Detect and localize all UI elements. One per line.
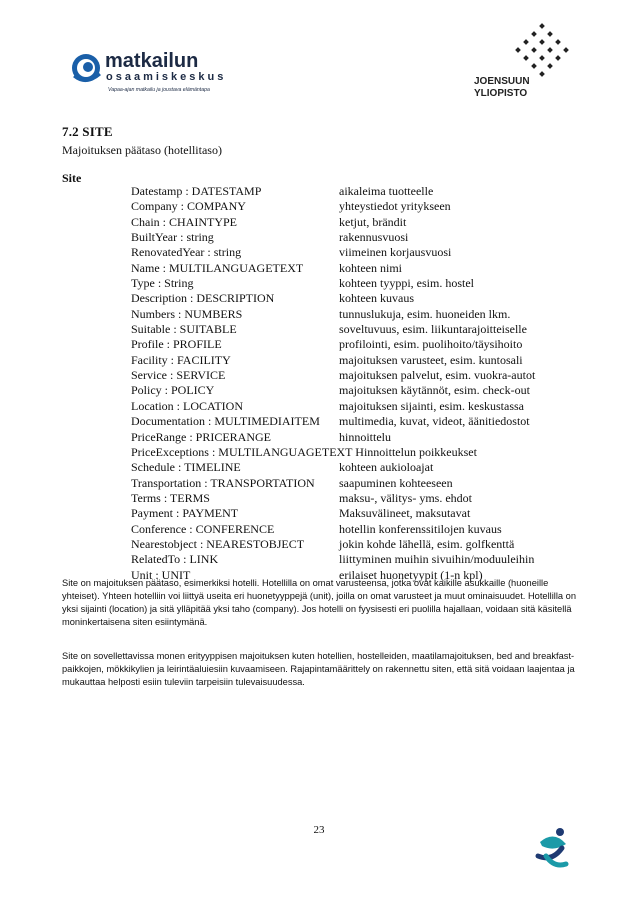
attribute-row — [131, 337, 591, 352]
attribute-description: majoituksen käytännöt, esim. check-out — [339, 383, 530, 398]
attribute-description: jokin kohde lähellä, esim. golfkenttä — [339, 536, 515, 551]
attribute-key: Chain : CHAINTYPE — [131, 214, 237, 229]
attribute-row — [131, 522, 591, 537]
site-label: Site — [62, 171, 82, 185]
attribute-description: majoituksen sijainti, esim. keskustassa — [339, 398, 524, 413]
attribute-description: profilointi, esim. puolihoito/täysihoito — [339, 337, 523, 352]
attribute-description: rakennusvuosi — [339, 230, 409, 245]
attribute-key: PriceRange : PRICERANGE — [131, 429, 271, 444]
section-subtitle: Majoituksen päätaso (hotellitaso) — [62, 143, 222, 157]
attribute-row — [131, 322, 591, 337]
attribute-description: aikaleima tuotteelle — [339, 184, 434, 198]
attribute-description: yhteystiedot yritykseen — [339, 199, 451, 214]
attribute-row — [131, 353, 591, 368]
attribute-row — [131, 537, 591, 552]
attribute-key: BuiltYear : string — [131, 230, 214, 245]
university-name-line1: JOENSUUN — [474, 76, 530, 87]
paragraph-site-applicability: Site on sovellettavissa monen erityyppisen majoituksen kuten hotellien, hostelleiden, maatilamajoituksen, bed and breakfast-paikkojen, mökkikylien ja leirintäaluiesiin kuvaamiseen. Rajapintamäärittely on rakennettu siten, että sitä voidaan laajentaa ja mukauttaa helposti esiin tuleviin tarpeisiin tulevaisuudessa. — [62, 651, 575, 687]
attribute-description: majoituksen varusteet, esim. kuntosali — [339, 352, 523, 367]
attribute-row — [131, 445, 591, 460]
attribute-row — [131, 215, 591, 230]
attribute-key: Schedule : TIMELINE — [131, 460, 241, 475]
attribute-row — [131, 414, 591, 429]
attribute-key: Policy : POLICY — [131, 383, 215, 398]
attribute-row — [131, 383, 591, 398]
attribute-description: Maksuvälineet, maksutavat — [339, 506, 471, 521]
attribute-description: saapuminen kohteeseen — [339, 475, 453, 490]
attribute-key: Description : DESCRIPTION — [131, 291, 275, 306]
attribute-key: Facility : FACILITY — [131, 352, 231, 367]
attribute-row — [131, 368, 591, 383]
attribute-description: kohteen nimi — [339, 260, 402, 275]
attribute-row — [131, 430, 591, 445]
university-name-line2: YLIOPISTO — [474, 88, 528, 99]
attribute-row — [131, 399, 591, 414]
paragraph-site-description: Site on majoituksen päätaso, esimerkiksi hotelli. Hotellilla on omat varusteensa, jotka ovat kaikille asukkaille (huoneille yhteiset). Yhteen hotelliin voi liittyä useita eri huonetyyppejä (unit), joilla on omat varusteet ja muut ominaisuudet. Hotellilla on yksi sijainti (location) ja sitä ylläpitää yksi taho (company). Jos hotelli on fyysisesti eri puolilla hajallaan, voidaan sitä käsitellä moninkertaisena siten esiintymänä. — [62, 578, 577, 627]
logo-line1: matkailun — [105, 50, 199, 72]
attribute-key: Profile : PROFILE — [131, 337, 222, 352]
attribute-description: kohteen tyyppi, esim. hostel — [339, 276, 474, 291]
attribute-key: Service : SERVICE — [131, 368, 226, 383]
attribute-key: Datestamp : DATESTAMP — [131, 184, 262, 198]
attribute-key: RelatedTo : LINK — [131, 552, 219, 567]
attribute-key: Company : COMPANY — [131, 199, 246, 214]
attribute-description: maksu-, välitys- yms. ehdot — [339, 490, 472, 505]
attribute-key: Suitable : SUITABLE — [131, 322, 237, 337]
attribute-row — [131, 199, 591, 214]
attribute-key: Name : MULTILANGUAGETEXT — [131, 260, 304, 275]
attribute-key: Transportation : TRANSPORTATION — [131, 475, 315, 490]
attribute-row — [131, 460, 591, 475]
attribute-description: multimedia, kuvat, videot, äänitiedostot — [339, 414, 530, 429]
attribute-key: Numbers : NUMBERS — [131, 306, 243, 321]
attribute-description: ketjut, brändit — [339, 214, 407, 229]
attribute-key: Conference : CONFERENCE — [131, 521, 275, 536]
attribute-row — [131, 506, 591, 521]
attribute-key: Terms : TERMS — [131, 490, 210, 505]
attribute-row — [131, 491, 591, 506]
attribute-row — [131, 476, 591, 491]
attribute-row — [131, 307, 591, 322]
attribute-description: soveltuvuus, esim. liikuntarajoitteiselle — [339, 322, 527, 337]
attribute-key: Documentation : MULTIMEDIAITEM — [131, 414, 320, 429]
attribute-row — [131, 291, 591, 306]
attribute-key: Payment : PAYMENT — [131, 506, 239, 521]
attribute-key: RenovatedYear : string — [131, 245, 242, 260]
attribute-key: Nearestobject : NEARESTOBJECT — [131, 536, 305, 551]
joensuun-yliopisto-logo — [470, 20, 580, 110]
attribute-row — [131, 552, 591, 567]
swirl-logo-icon — [72, 54, 100, 82]
page-number: 23 — [313, 824, 325, 836]
logo-tagline: Vapaa-ajan matkailu ja joustava elämäntapa — [108, 87, 210, 93]
logo-line2: osaamiskeskus — [106, 71, 227, 83]
attribute-key: Location : LOCATION — [131, 398, 243, 413]
attribute-description: erilaiset huonetyypit (1-n kpl) — [339, 567, 483, 582]
attribute-row — [131, 230, 591, 245]
attribute-row — [131, 184, 591, 199]
attribute-description: majoituksen palvelut, esim. vuokra-autot — [339, 368, 536, 383]
site-attribute-list — [131, 184, 591, 583]
attribute-row — [131, 276, 591, 291]
attribute-description: viimeinen korjausvuosi — [339, 245, 452, 260]
attribute-row — [131, 261, 591, 276]
matkailun-osaamiskeskus-logo — [70, 40, 250, 100]
attribute-row — [131, 245, 591, 260]
attribute-key: Unit : UNIT — [131, 567, 191, 582]
university-mark-icon — [515, 23, 569, 77]
attribute-key: Type : String — [131, 276, 194, 291]
attribute-description: tunnuslukuja, esim. huoneiden lkm. — [339, 306, 511, 321]
mascot-figure-icon — [532, 826, 574, 870]
attribute-description: hotellin konferenssitilojen kuvaus — [339, 521, 502, 536]
attribute-description: liittyminen muihin sivuihin/moduuleihin — [339, 552, 535, 567]
attribute-key: PriceExceptions : MULTILANGUAGETEXT Hinnoittelun poikkeukset — [131, 444, 477, 459]
section-title: 7.2 SITE — [62, 124, 113, 139]
attribute-description: kohteen aukioloajat — [339, 460, 434, 475]
attribute-description: hinnoittelu — [339, 429, 391, 444]
attribute-description: kohteen kuvaus — [339, 291, 414, 306]
